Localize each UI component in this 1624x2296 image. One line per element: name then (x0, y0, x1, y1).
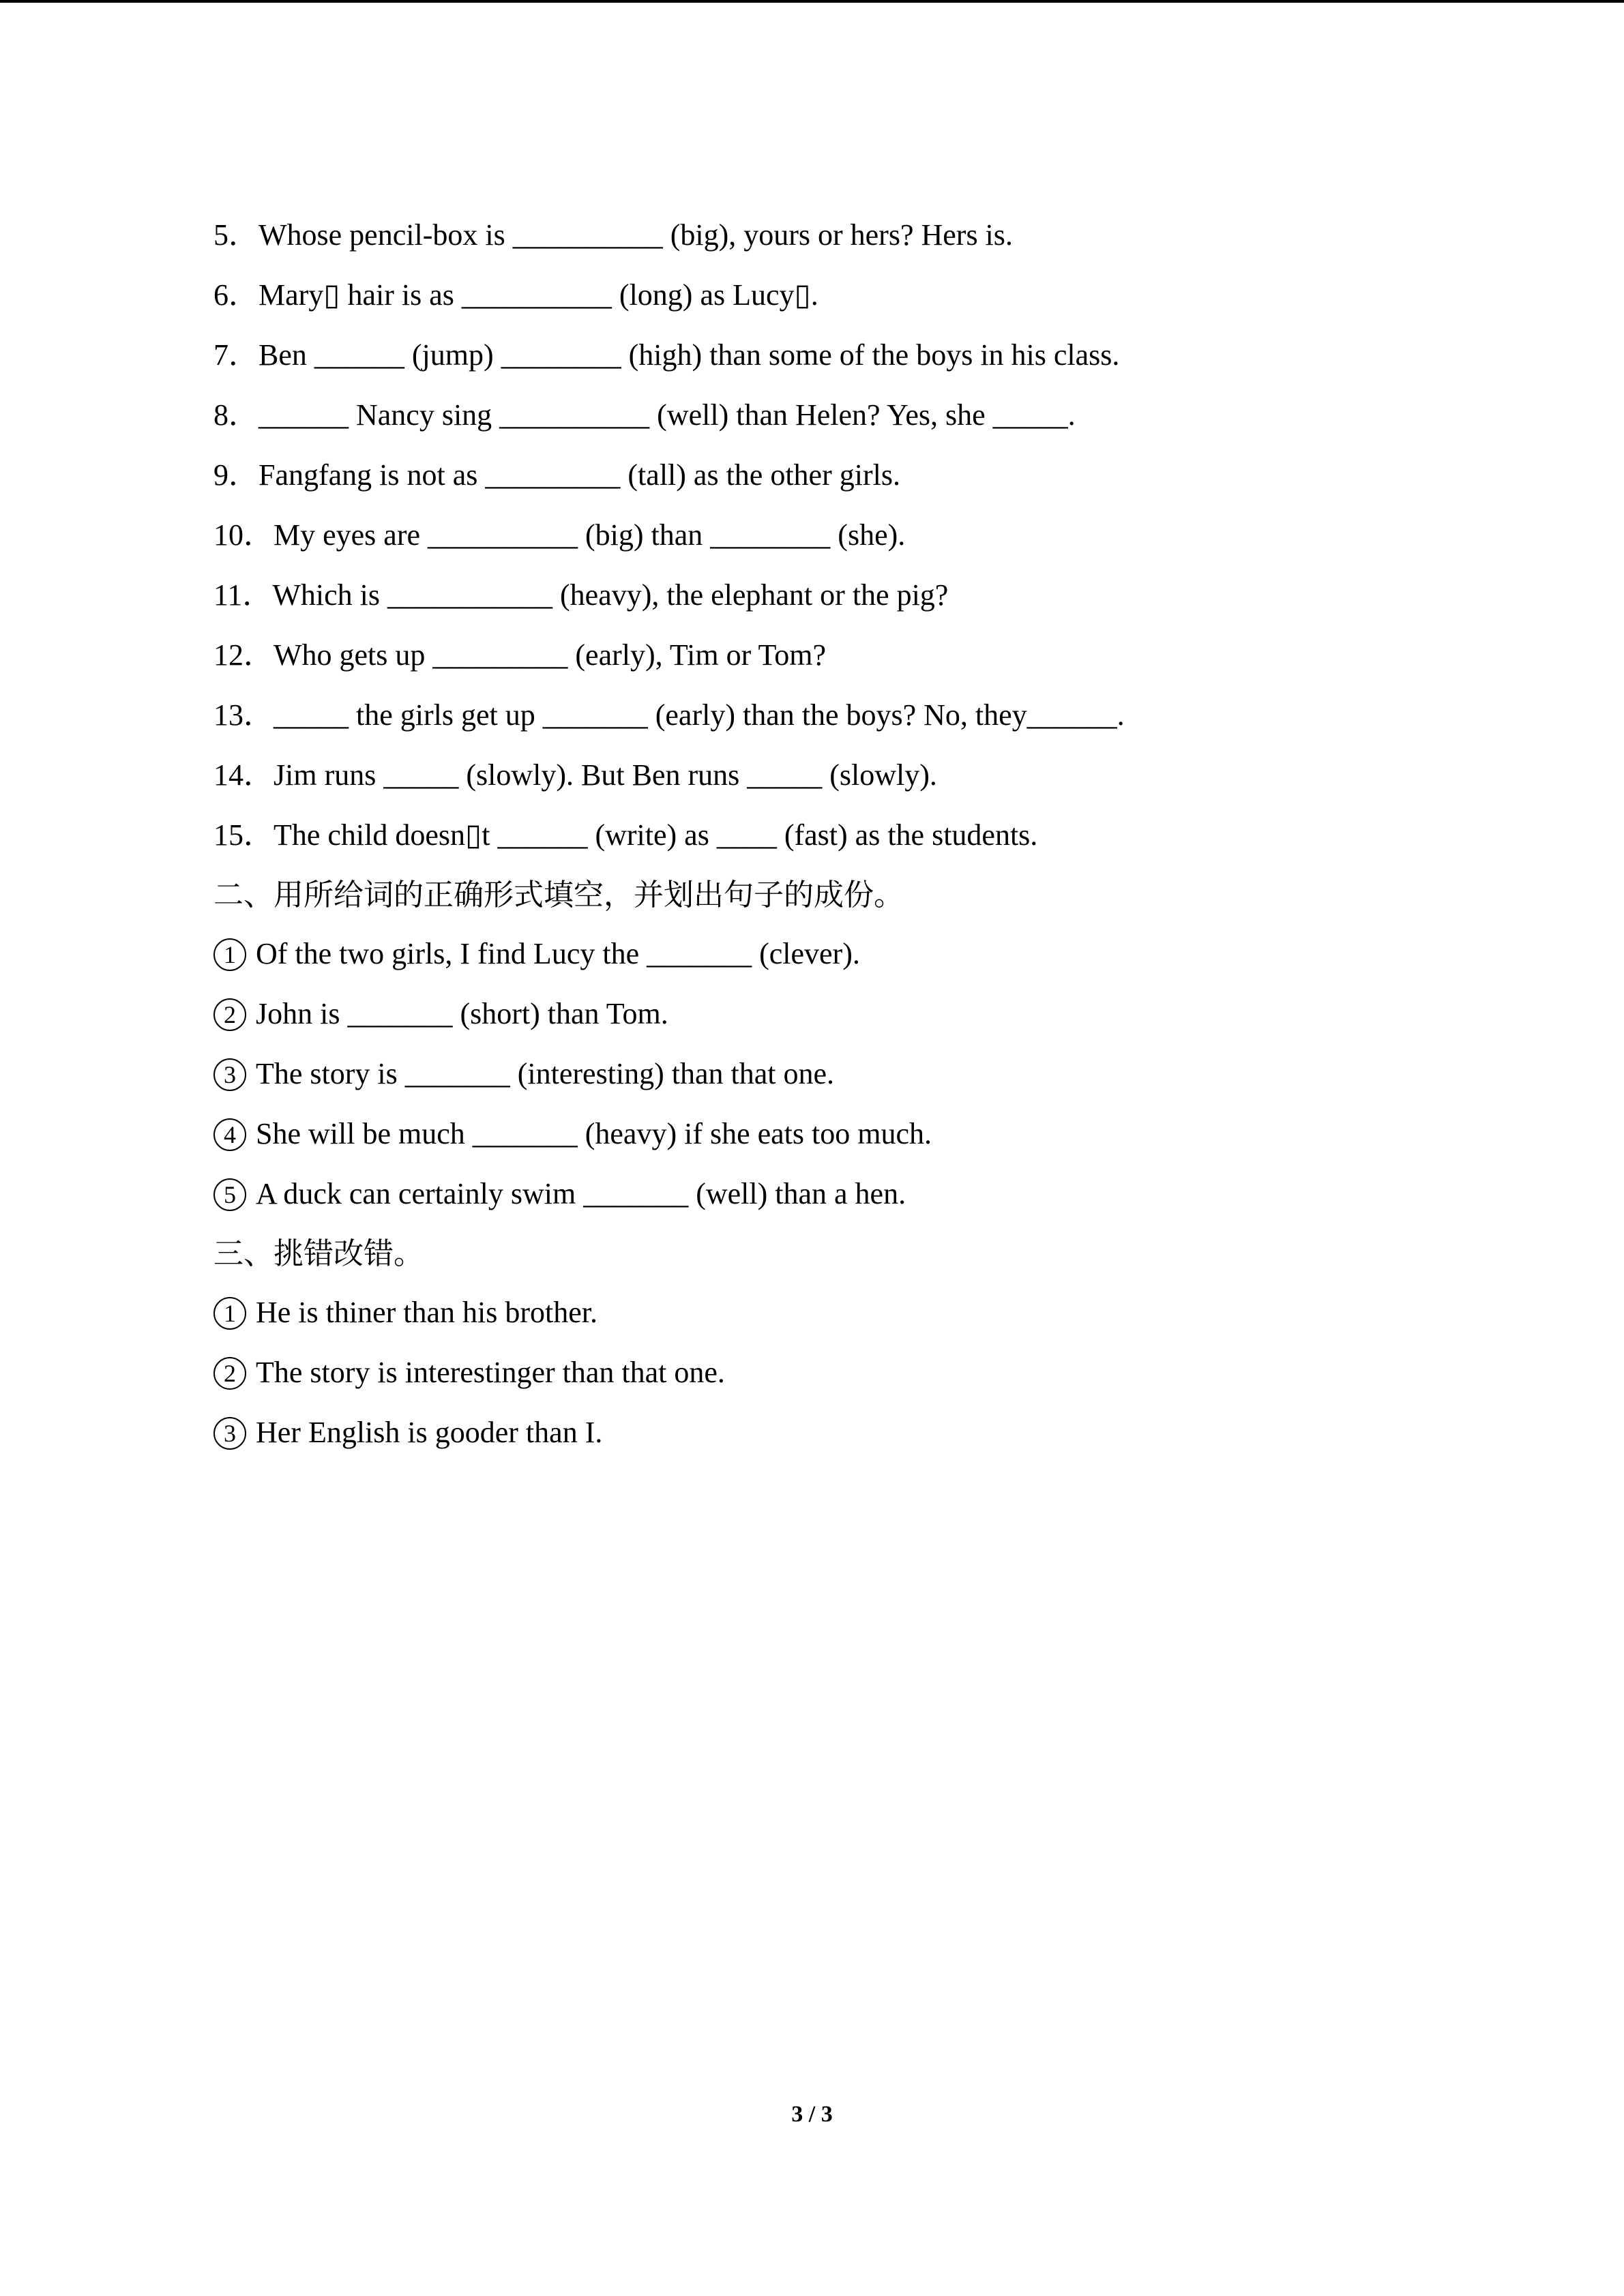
exercise-text: A duck can certainly swim _______ (well) than a hen. (256, 1177, 906, 1210)
exercise-line (213, 990, 1509, 1050)
exercise-line (213, 691, 1509, 751)
exercise-text: Mary▯ hair is as __________ (long) as Lucy▯. (259, 278, 818, 312)
exercise-number: 12． (213, 638, 274, 672)
exercise-number: 15． (213, 818, 274, 852)
exercise-line (213, 571, 1509, 631)
exercise-text: The story is _______ (interesting) than that one. (256, 1057, 835, 1090)
exercise-number: 6． (213, 278, 259, 312)
exercise-text: The child doesn▯t ______ (write) as ____ (fast) as the students. (274, 818, 1038, 852)
part-three-exercises (213, 1289, 1509, 1469)
exercise-number: 7． (213, 338, 259, 372)
section-three-heading: 三、挑错改错。 (213, 1236, 424, 1271)
exercise-number: 5． (213, 218, 259, 252)
exercise-line (213, 211, 1509, 271)
exercise-number: 10． (213, 518, 274, 552)
exercise-text: Ben ______ (jump) ________ (high) than some of the boys in his class. (259, 338, 1120, 372)
part-one-exercises (213, 211, 1509, 871)
exercise-line (213, 511, 1509, 571)
circled-number: 2 (213, 1357, 246, 1390)
exercise-text: John is _______ (short) than Tom. (256, 997, 668, 1030)
exercise-text: ______ Nancy sing __________ (well) than Helen? Yes, she _____. (259, 398, 1076, 432)
exercise-text: Jim runs _____ (slowly). But Ben runs _____ (slowly). (274, 758, 937, 792)
exercise-number: 13． (213, 698, 274, 732)
section-two-heading: 二、用所给词的正确形式填空，并划出句子的成份。 (213, 878, 904, 912)
exercise-line (213, 451, 1509, 511)
circled-number: 2 (213, 998, 246, 1031)
circled-number: 4 (213, 1118, 246, 1151)
exercise-line (213, 1050, 1509, 1110)
exercise-text: My eyes are __________ (big) than ________ (she). (274, 518, 906, 552)
exercise-number: 8． (213, 398, 259, 432)
page-top-border (0, 0, 1624, 3)
exercise-line (213, 1349, 1509, 1409)
exercise-line (213, 1110, 1509, 1170)
exercise-line (213, 751, 1509, 811)
circled-number: 1 (213, 1297, 246, 1330)
exercise-line (213, 811, 1509, 871)
exercise-line (213, 1409, 1509, 1469)
exercise-number: 9． (213, 458, 259, 492)
exercise-number: 14． (213, 758, 274, 792)
circled-number: 1 (213, 938, 246, 971)
exercise-line (213, 391, 1509, 451)
circled-number: 5 (213, 1178, 246, 1211)
circled-number: 3 (213, 1417, 246, 1450)
exercise-text: She will be much _______ (heavy) if she eats too much. (256, 1117, 932, 1150)
exercise-line (213, 930, 1509, 990)
exercise-text: He is thiner than his brother. (256, 1296, 598, 1329)
exercise-text: Who gets up _________ (early), Tim or Tom? (274, 638, 827, 672)
exercise-line (213, 1289, 1509, 1349)
exercise-number: 11． (213, 578, 273, 612)
exercise-text: Which is ___________ (heavy), the elephant or the pig? (272, 578, 949, 612)
exercise-text: The story is interestinger than that one. (256, 1356, 725, 1389)
exercise-line (213, 631, 1509, 691)
exercise-text: Whose pencil-box is __________ (big), yours or hers? Hers is. (259, 218, 1013, 252)
exercise-text: _____ the girls get up _______ (early) than the boys? No, they______. (274, 698, 1125, 732)
exercise-line (213, 271, 1509, 331)
worksheet-content (213, 211, 1509, 1469)
exercise-line (213, 331, 1509, 391)
part-two-exercises (213, 930, 1509, 1230)
exercise-text: Of the two girls, I find Lucy the _______ (clever). (256, 937, 860, 970)
exercise-text: Fangfang is not as _________ (tall) as the other girls. (259, 458, 900, 492)
page-number: 3 / 3 (791, 2102, 833, 2127)
exercise-line (213, 1170, 1509, 1230)
exercise-text: Her English is gooder than I. (256, 1416, 603, 1449)
circled-number: 3 (213, 1058, 246, 1091)
